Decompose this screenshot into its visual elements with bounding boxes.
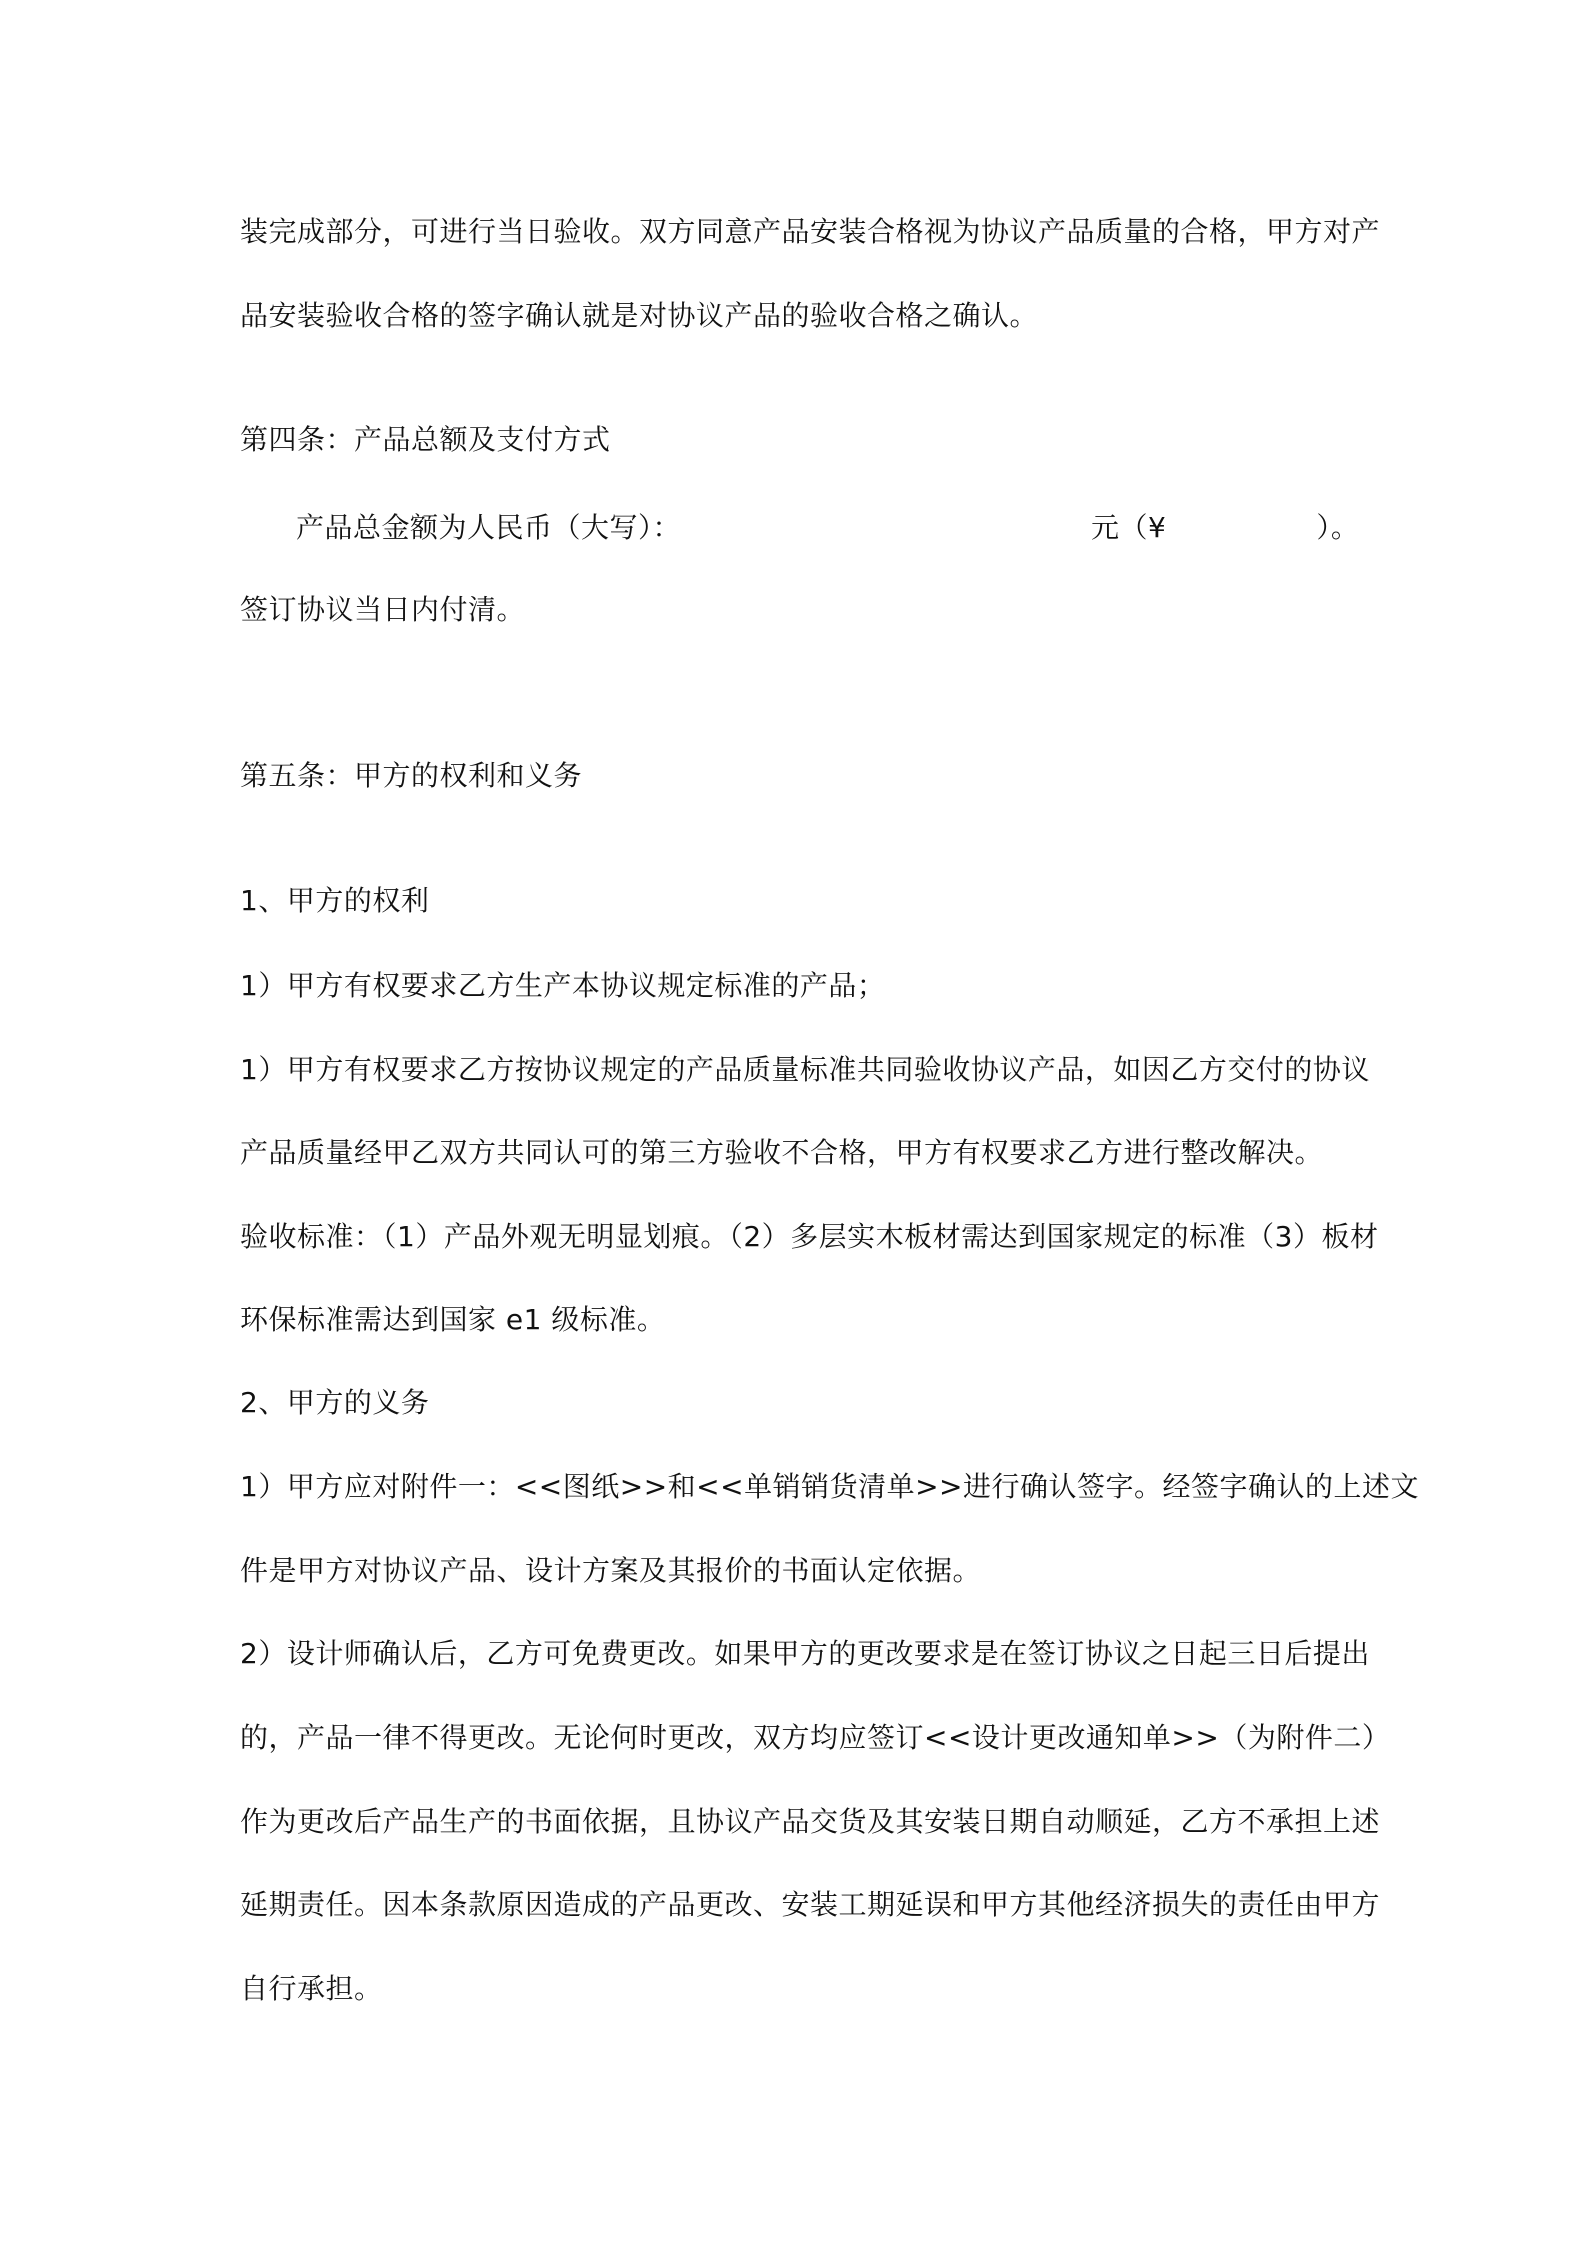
amount-line	[296, 508, 1360, 548]
payment-note: 签订协议当日内付清。	[240, 593, 526, 626]
duties-item-2-line: 延期责任。因本条款原因造成的产品更改、安装工期延误和甲方其他经济损失的责任由甲方	[240, 1888, 1381, 1921]
paragraph-line: 品安装验收合格的签字确认就是对协议产品的验收合格之确认。	[240, 299, 1039, 332]
article-5-number: 第五条：	[240, 759, 355, 792]
amount-close: ）。	[1316, 511, 1360, 544]
amount-label: 产品总金额为人民币（大写）：	[296, 511, 682, 544]
rights-title: 1、甲方的权利	[240, 884, 430, 917]
rights-item-2-line: 1）甲方有权要求乙方按协议规定的产品质量标准共同验收协议产品，如因乙方交付的协议	[240, 1053, 1370, 1086]
article-4-heading	[240, 420, 1360, 460]
duties-item-2-line: 自行承担。	[240, 1972, 383, 2005]
acceptance-standard-line: 环保标准需达到国家 e1 级标准。	[240, 1303, 666, 1336]
duties-item-1-line: 件是甲方对协议产品、设计方案及其报价的书面认定依据。	[240, 1554, 982, 1587]
rights-item-1: 1）甲方有权要求乙方生产本协议规定标准的产品；	[240, 969, 886, 1002]
duties-item-2-line: 2）设计师确认后，乙方可免费更改。如果甲方的更改要求是在签订协议之日起三日后提出	[240, 1637, 1370, 1670]
duties-item-2-line: 作为更改后产品生产的书面依据，且协议产品交货及其安装日期自动顺延，乙方不承担上述	[240, 1805, 1381, 1838]
paragraph-line: 装完成部分，可进行当日验收。双方同意产品安装合格视为协议产品质量的合格，甲方对产	[240, 215, 1381, 248]
article-4-number: 第四条：	[240, 423, 355, 456]
amount-currency-label: 元（¥	[1091, 511, 1167, 544]
article-5-title: 甲方的权利和义务	[354, 759, 583, 792]
article-4-title: 产品总额及支付方式	[354, 423, 611, 456]
duties-item-1-line: 1）甲方应对附件一：<<图纸>>和<<单销销货清单>>进行确认签字。经签字确认的上述文	[240, 1470, 1420, 1503]
article-5-heading	[240, 756, 1360, 796]
rights-item-2-line: 产品质量经甲乙双方共同认可的第三方验收不合格，甲方有权要求乙方进行整改解决。	[240, 1136, 1324, 1169]
duties-title: 2、甲方的义务	[240, 1386, 430, 1419]
duties-item-2-line: 的，产品一律不得更改。无论何时更改，双方均应签订<<设计更改通知单>>（为附件二）	[240, 1721, 1391, 1754]
acceptance-standard-line: 验收标准：（1）产品外观无明显划痕。（2）多层实木板材需达到国家规定的标准（3）板材	[240, 1220, 1379, 1253]
